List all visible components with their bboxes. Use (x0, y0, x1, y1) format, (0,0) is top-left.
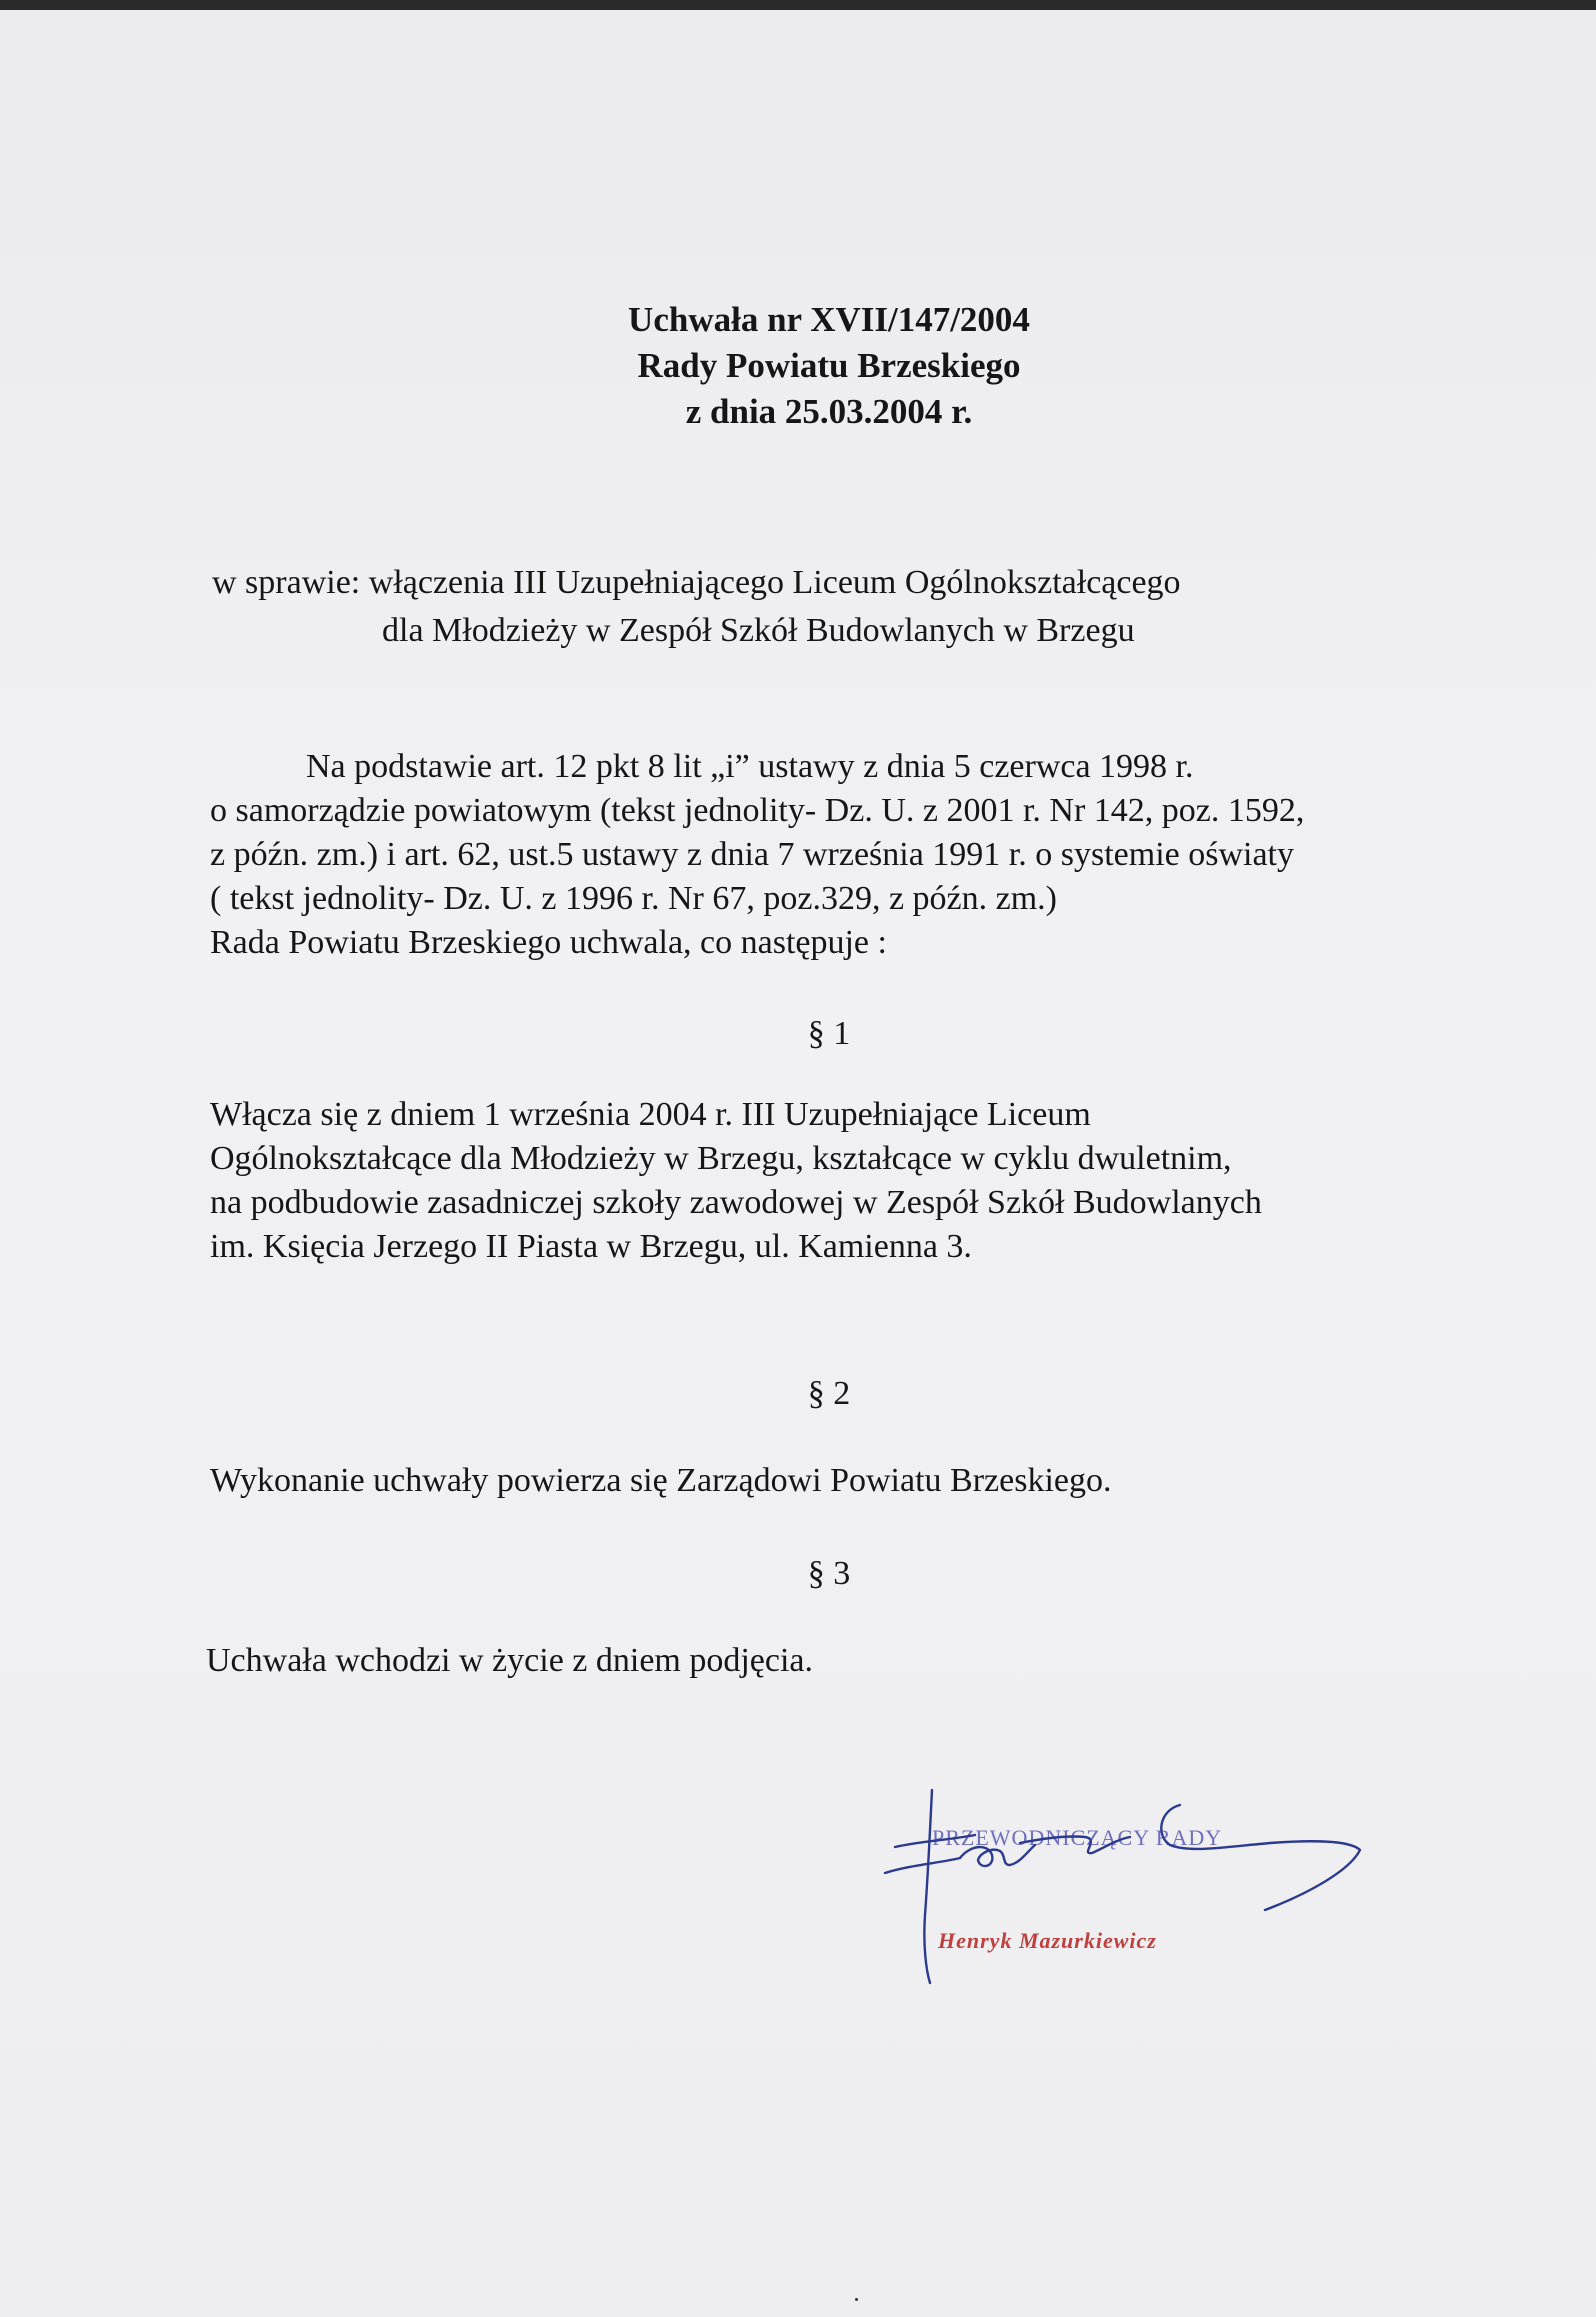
basis-line-3: z późn. zm.) i art. 62, ust.5 ustawy z dnia 7 września 1991 r. o systemie oświaty (210, 836, 1294, 873)
section-1-line-1: Włącza się z dniem 1 września 2004 r. III Uzupełniające Liceum (210, 1096, 1091, 1133)
section-2-line-1: Wykonanie uchwały powierza się Zarządowi Powiatu Brzeskiego. (210, 1462, 1112, 1499)
section-1-line-3: na podbudowie zasadniczej szkoły zawodowej w Zespół Szkół Budowlanych (210, 1184, 1262, 1221)
handwritten-signature (880, 1785, 1400, 1985)
basis-line-2: o samorządzie powiatowym (tekst jednolity- Dz. U. z 2001 r. Nr 142, poz. 1592, (210, 792, 1305, 829)
stamp-title: PRZEWODNICZĄCY RADY (932, 1825, 1223, 1850)
section-1-line-4: im. Księcia Jerzego II Piasta w Brzegu, ul. Kamienna 3. (210, 1228, 972, 1265)
basis-line-5: Rada Powiatu Brzeskiego uchwala, co następuje : (210, 924, 887, 961)
subject-line-2: dla Młodzieży w Zespół Szkół Budowlanych w Brzegu (382, 612, 1135, 649)
subject-line-1: w sprawie: włączenia III Uzupełniającego Liceum Ogólnokształcącego (212, 564, 1181, 601)
resolution-date: z dnia 25.03.2004 r. (685, 392, 973, 431)
basis-line-4: ( tekst jednolity- Dz. U. z 1996 r. Nr 67, poz.329, z późn. zm.) (210, 880, 1057, 917)
section-1-line-2: Ogólnokształcące dla Młodzieży w Brzegu, kształcące w cyklu dwuletnim, (210, 1140, 1232, 1177)
document-page (0, 10, 1596, 2317)
council-name: Rady Powiatu Brzeskiego (637, 346, 1021, 385)
dust-speck (855, 2298, 858, 2301)
resolution-number: Uchwała nr XVII/147/2004 (628, 300, 1030, 339)
section-2-mark: § 2 (807, 1375, 851, 1412)
basis-line-1: Na podstawie art. 12 pkt 8 lit „i” ustawy z dnia 5 czerwca 1998 r. (306, 748, 1194, 785)
section-3-line-1: Uchwała wchodzi w życie z dniem podjęcia. (206, 1642, 814, 1679)
section-3-mark: § 3 (807, 1555, 851, 1592)
section-1-mark: § 1 (807, 1015, 851, 1052)
stamp-name: Henryk Mazurkiewicz (938, 1928, 1157, 1953)
